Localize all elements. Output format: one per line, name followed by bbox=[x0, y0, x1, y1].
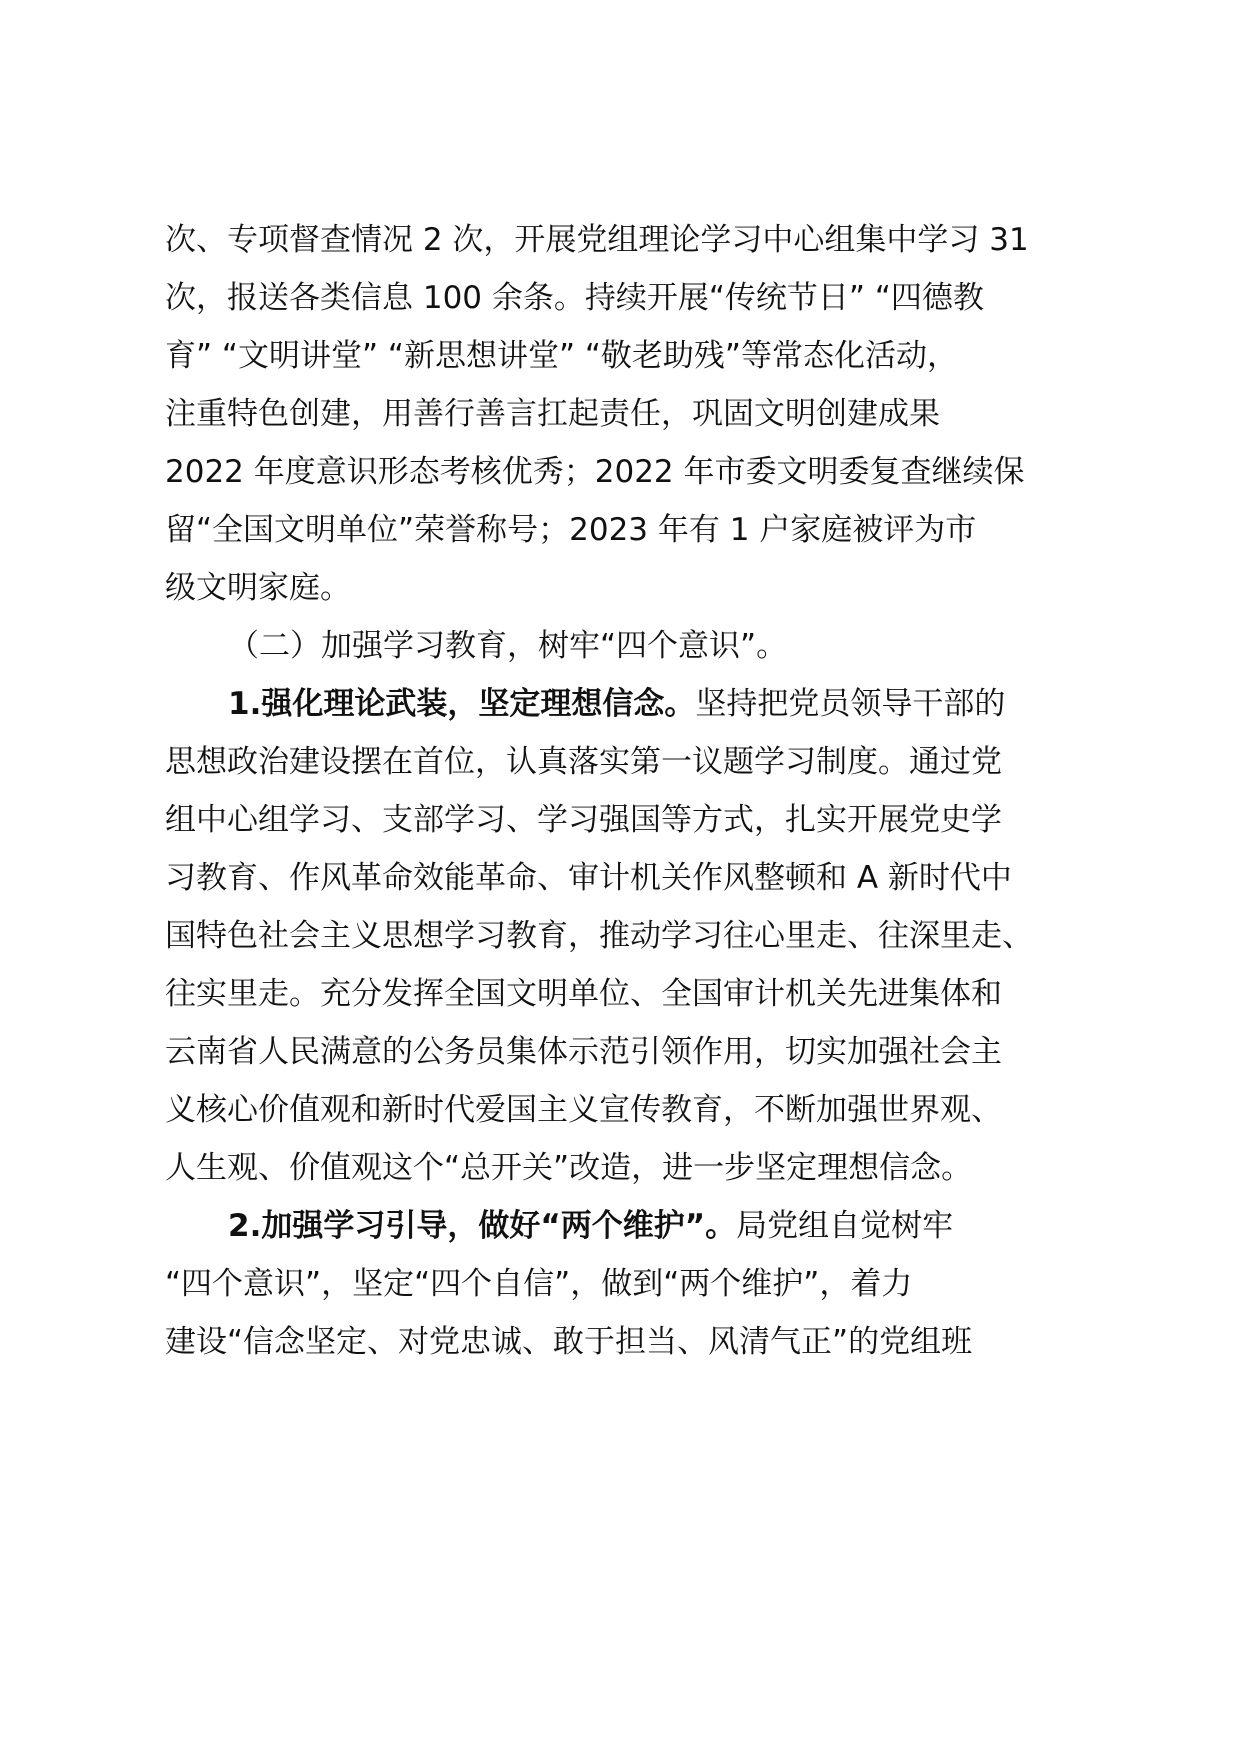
body-line-11: 组中心组学习、支部学习、学习强国等方式，扎实开展党史学 bbox=[165, 802, 1002, 838]
body-line-10: 思想政治建设摆在首位，认真落实第一议题学习制度。通过党 bbox=[165, 744, 1002, 780]
body-line-15: 云南省人民满意的公务员集体示范引领作用，切实加强社会主 bbox=[165, 1034, 1002, 1070]
body-line-13: 国特色社会主义思想学习教育，推动学习往心里走、往深里走、 bbox=[165, 918, 1033, 954]
body-line-16: 义核心价值观和新时代爱国主义宣传教育，不断加强世界观、 bbox=[165, 1092, 1002, 1128]
paragraph-item-1-line-1 bbox=[228, 684, 1005, 724]
item-1-text: 坚持把党员领导干部的 bbox=[695, 686, 1006, 722]
item-1-heading: 1.强化理论武装，坚定理想信念。 bbox=[228, 686, 696, 722]
item-2-text: 局党组自觉树牢 bbox=[736, 1208, 954, 1244]
item-2-heading: 2.加强学习引导，做好“两个维护”。 bbox=[228, 1208, 737, 1244]
body-line-2: 次，报送各类信息 100 余条。持续开展“传统节日” “四德教 bbox=[165, 280, 984, 316]
body-line-7: 级文明家庭。 bbox=[165, 570, 351, 606]
body-line-17: 人生观、价值观这个“总开关”改造，进一步坚定理想信念。 bbox=[165, 1150, 973, 1186]
section-heading: （二）加强学习教育，树牢“四个意识”。 bbox=[228, 628, 788, 664]
body-line-6: 留“全国文明单位”荣誉称号；2023 年有 1 户家庭被评为市 bbox=[165, 512, 977, 548]
body-line-12: 习教育、作风革命效能革命、审计机关作风整顿和 A 新时代中 bbox=[165, 860, 1012, 896]
body-line-5: 2022 年度意识形态考核优秀；2022 年市委文明委复查继续保 bbox=[165, 454, 1025, 490]
body-line-3: 育” “文明讲堂” “新思想讲堂” “敬老助残”等常态化活动， bbox=[165, 338, 958, 374]
paragraph-item-2-line-1 bbox=[228, 1206, 953, 1246]
body-line-1: 次、专项督查情况 2 次，开展党组理论学习中心组集中学习 31 bbox=[165, 222, 1029, 258]
body-line-20: 建设“信念坚定、对党忠诚、敢于担当、风清气正”的党组班 bbox=[165, 1324, 973, 1360]
body-line-4: 注重特色创建，用善行善言扛起责任，巩固文明创建成果 bbox=[165, 396, 940, 432]
body-line-19: “四个意识”，坚定“四个自信”，做到“两个维护”，着力 bbox=[165, 1266, 913, 1302]
body-line-14: 往实里走。充分发挥全国文明单位、全国审计机关先进集体和 bbox=[165, 976, 1002, 1012]
